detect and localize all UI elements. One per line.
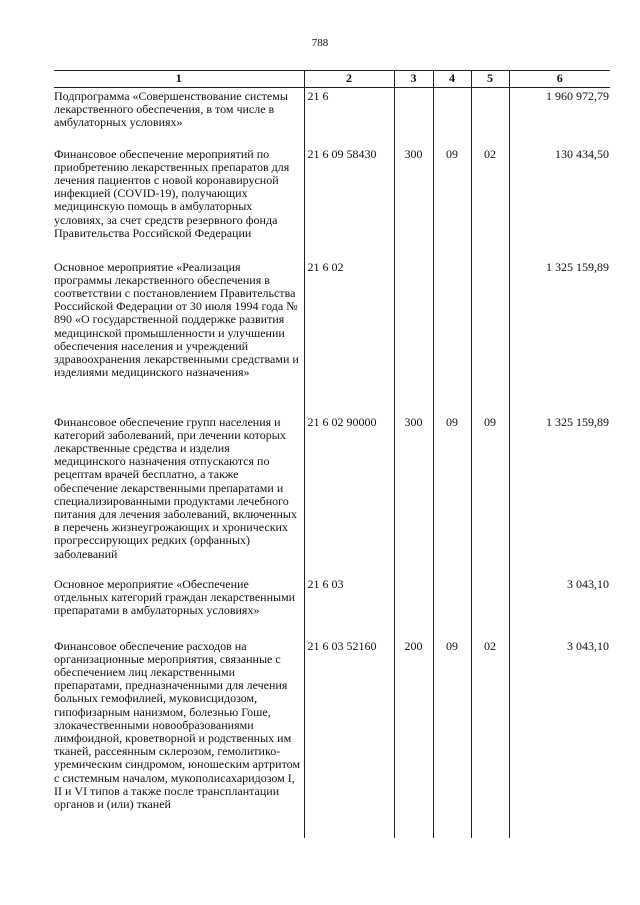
page-number: 788: [311, 37, 329, 49]
row-name: Основное мероприятие «Обеспечение отдельных категорий граждан лекарственными препаратами в амбулаторных условиях»: [54, 576, 296, 617]
row-col4: [433, 88, 471, 146]
budget-table: [54, 70, 610, 838]
row-name: Подпрограмма «Совершенствование системы лекарственного обеспечения, в том числе в амбулаторных условиях»: [54, 89, 288, 130]
row-col3: 200: [394, 638, 433, 838]
column-header-1: 1: [54, 71, 304, 88]
table-row: [54, 414, 610, 576]
row-col4: 09: [433, 146, 471, 259]
row-col3: [394, 259, 433, 414]
row-name: Финансовое обеспечение расходов на организационные мероприятия, связанные с обеспечением лиц лекарственными препаратами, предназначенными для лечения больных гемофилией, муковисцидозом, гипофизарным нанизмом, болезнью Гоше, злокачественными новообразованиями лимфоидной, кроветворной и родственных им тканей, рассеянным склерозом, гемолитико-уремическим синдромом, юношеским артритом с системным началом, мукополисахаридозом I, II и VI типов а также после трансплантации органов и (или) тканей: [54, 638, 301, 811]
table-row: [54, 576, 610, 638]
row-name: Финансовое обеспечение мероприятий по приобретению лекарственных препаратов для лечения пациентов с новой коронавирусной инфекцией (COVID-19), получающих медицинскую помощь в амбулаторных условиях, за счет средств резервного фонда Правительства Российской Федерации: [54, 146, 290, 240]
row-amount: 1 960 972,79: [509, 88, 610, 146]
row-amount: 1 325 159,89: [509, 414, 610, 576]
row-col3: [394, 576, 433, 638]
table-row: [54, 146, 610, 259]
row-col5: 09: [471, 414, 509, 576]
row-col5: [471, 88, 509, 146]
row-col4: [433, 576, 471, 638]
row-name: Финансовое обеспечение групп населения и категорий заболеваний, при лечении которых лекарственные средства и изделия медицинского назначения отпускаются по рецептам врачей бесплатно, а также обеспечение лекарственными препаратами и специализированными продуктами лечебного питания для лечения заболеваний, включенных в перечень жизнеугрожающих и хронических прогрессирующих редких (орфанных) заболеваний: [54, 414, 297, 561]
table-header-row: [54, 71, 610, 88]
table-row: [54, 259, 610, 414]
row-col4: 09: [433, 414, 471, 576]
row-col3: 300: [394, 146, 433, 259]
row-name: Основное мероприятие «Реализация программы лекарственного обеспечения в соответствии с постановлением Правительства Российской Федерации от 30 июля 1994 года № 890 «О государственной поддержке развития медицинской промышленности и улучшении обеспечения населения и учреждений здравоохранения лекарственными средствами и изделиями медицинского назначения»: [54, 259, 299, 380]
row-col5: 02: [471, 638, 509, 838]
row-col5: [471, 576, 509, 638]
column-header-5: 5: [471, 71, 509, 88]
table-row: [54, 88, 610, 146]
row-code: 21 6: [304, 88, 394, 146]
row-code: 21 6 03 52160: [304, 638, 394, 838]
row-code: 21 6 03: [304, 576, 394, 638]
row-code: 21 6 02 90000: [304, 414, 394, 576]
row-code: 21 6 09 58430: [304, 146, 394, 259]
row-amount: 3 043,10: [509, 638, 610, 838]
row-col3: 300: [394, 414, 433, 576]
row-amount: 1 325 159,89: [509, 259, 610, 414]
row-code: 21 6 02: [304, 259, 394, 414]
row-amount: 3 043,10: [509, 576, 610, 638]
column-header-4: 4: [433, 71, 471, 88]
row-col4: [433, 259, 471, 414]
row-col3: [394, 88, 433, 146]
column-header-2: 2: [304, 71, 394, 88]
column-header-3: 3: [394, 71, 433, 88]
row-col5: 02: [471, 146, 509, 259]
table-row: [54, 638, 610, 838]
row-amount: 130 434,50: [509, 146, 610, 259]
row-col4: 09: [433, 638, 471, 838]
column-header-6: 6: [509, 71, 610, 88]
row-col5: [471, 259, 509, 414]
